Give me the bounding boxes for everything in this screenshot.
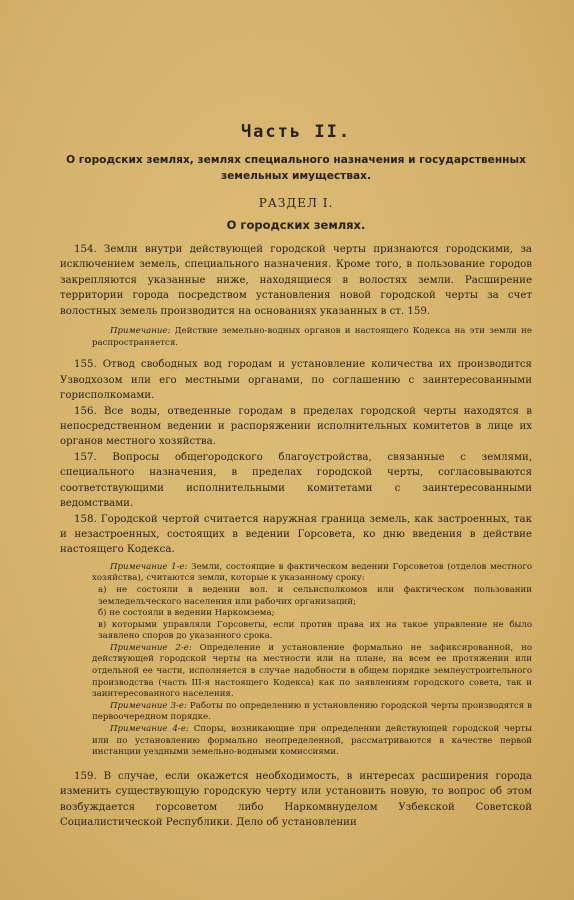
note-4 <box>92 724 532 759</box>
note-1-text: Земли, состоящие в фактическом ведении Горсоветов (отделов местного хозяйства), считаются земли, которые к указанному сроку: <box>92 561 532 584</box>
article-155: 155. Отвод свободных вод городам и установление количества их производится Узводхозом или его местными органами, по соглашению с заинтересованными горисполкомами. <box>60 359 532 402</box>
article-156: 156. Все воды, отведенные городам в пределах городской черты находятся в непосредственном ведении и распоряжении исполнительных комитетов в лице их органов местного хозяйства. <box>60 405 532 448</box>
article-158-notes <box>92 562 532 759</box>
note-3-text: Работы по определению и установлению городской черты производятся в первоочередном порядке. <box>92 700 533 723</box>
note-label: Примечание: <box>110 326 171 337</box>
article-154: 154. Земли внутри действующей городской черты признаются городскими, за исключением земель, специального назначения. Кроме того, в пользование городов закрепляются указанные ниже, находящиеся в волостях земли. Расширение территории города посредством установления новой городской черты за счет волостных земель производится на основаниях указанных в ст. 159. <box>60 244 532 317</box>
article-159: 159. В случае, если окажется необходимость, в интересах расширения города изменить существующую городскую черту или установить новую, то вопрос об этом возбуждается горсоветом либо Наркомвнуделом Узбекской Советской Социалистической Республики. Дело об установлении <box>60 770 532 829</box>
article-158: 158. Городской чертой считается наружная граница земель, как застроенных, так и незастроенных, состоящих в ведении Горсовета, ко дню введения в действие настоящего Кодекса. <box>60 513 532 556</box>
note-3-label: Примечание 3-е: <box>110 700 187 711</box>
note-1-item-b: б) не состояли в ведении Наркомзема; <box>98 608 275 619</box>
note-1-item-a: а) не состояли в ведении вол. и сельисполкомов или фактическом пользовании земледельческого населения или рабочих организаций; <box>98 584 532 607</box>
note-2-label: Примечание 2-е: <box>110 642 192 653</box>
note-4-text: Споры, возникающие при определении действующей городской черты или по установлению формально неопределенной, рассматриваются в качестве первой инстанции уездными земельно-водными комиссиями. <box>92 724 532 758</box>
page-content <box>60 122 532 830</box>
article-157: 157. Вопросы общегородского благоустройства, связанные с землями, специального назначения, в пределах городской черты, согласовываются соответствующими исполнительными комитетами с заинтересованными ведомствами. <box>60 451 532 510</box>
section-title: РАЗДЕЛ I. <box>258 196 334 210</box>
section-subtitle: О городских землях. <box>226 218 366 232</box>
note-1-item-c: в) которыми управляли Горсоветы, если против права их на такое управление не было заявлено споров до указанного срока. <box>98 619 532 642</box>
note-2-text: Определение и установление формально не зафиксированной, но действующей городской черты на местности или на плане, на всем ее протяжении или отдельной ее части, исполняется в случае надобности в общем порядке землеустроительного производства (часть III-я настоящего Кодекса) как по заявлениям городского совета, так и заинтересованного населения. <box>92 642 532 700</box>
note-1 <box>92 562 532 585</box>
note-2 <box>92 643 532 701</box>
note-3 <box>92 701 532 724</box>
note-text: Действие земельно-водных органов и настоящего Кодекса на эти земли не распространяется. <box>92 326 532 349</box>
note-1-label: Примечание 1-е: <box>110 561 188 572</box>
note-4-label: Примечание 4-е: <box>110 724 189 735</box>
article-154-note <box>92 325 532 349</box>
part-title: Часть II. <box>240 122 352 142</box>
part-subtitle: О городских землях, землях специального назначения и государственных земельных имуществах. <box>66 154 526 182</box>
